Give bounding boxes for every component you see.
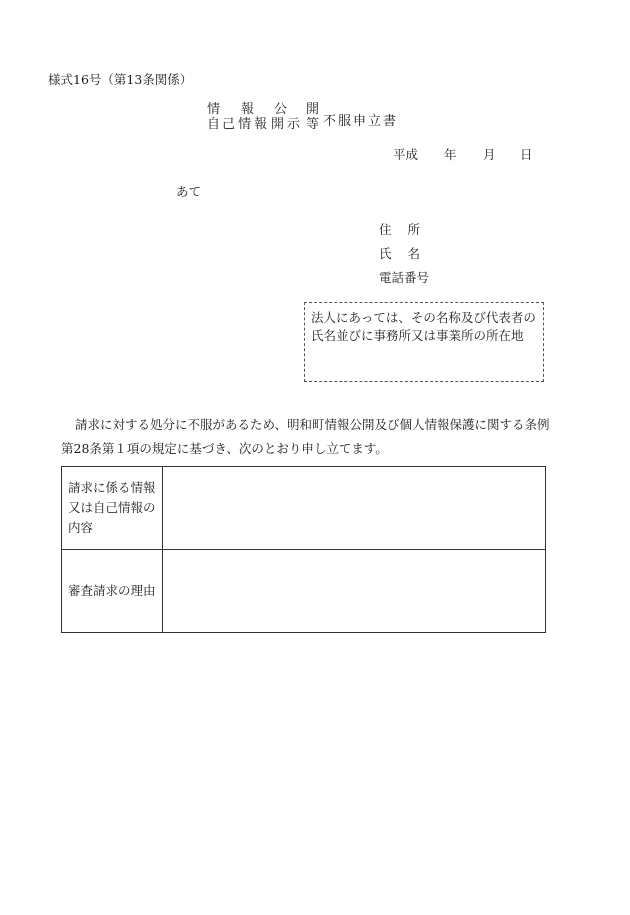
corporate-note-line: 法人にあっては、その名称及び代表者の — [311, 310, 536, 325]
statement-line: 第28条第１項の規定に基づき、次のとおり申し立てます。 — [61, 441, 388, 456]
corporate-note-line: 氏名並びに事務所又は事業所の所在地 — [311, 328, 524, 343]
title-char-column: 開 — [271, 117, 285, 132]
date-month: 月 — [483, 147, 496, 162]
name-label: 氏 名 — [379, 246, 421, 261]
appeal-reason-label: 審査請求の理由 — [62, 550, 163, 633]
corporate-note-box — [304, 302, 544, 382]
requested-info-label: 請求に係る情報 又は自己情報の 内容 — [62, 467, 163, 550]
date-day: 日 — [520, 147, 533, 162]
date-year: 年 — [444, 147, 457, 162]
appeal-reason-field[interactable] — [163, 550, 546, 633]
address-label: 住 所 — [379, 222, 421, 237]
title-char-column: 情 自 — [207, 102, 221, 132]
title-char-column: 報 — [254, 117, 268, 132]
date-era: 平成 — [393, 147, 419, 162]
form-number: 様式16号（第13条関係） — [48, 72, 193, 87]
title-char-column: 報 — [241, 102, 255, 117]
title-char-column: 公 — [274, 102, 288, 117]
statement-line: 請求に対する処分に不服があるため、明和町情報公開及び個人情報保護に関する条例 — [75, 417, 550, 432]
title-char-column: 己 — [222, 117, 236, 132]
title-char-column: 情 — [238, 117, 252, 132]
phone-label: 電話番号 — [379, 270, 430, 285]
recipient-suffix: あて — [176, 184, 202, 199]
table-row — [62, 467, 546, 550]
title-char-column: 示 — [287, 117, 301, 132]
requested-info-field[interactable] — [163, 467, 546, 550]
title-char-column: 開 等 — [306, 102, 320, 132]
title-suffix: 不服申立書 — [323, 114, 399, 129]
table-row — [62, 550, 546, 633]
request-table — [61, 466, 546, 633]
